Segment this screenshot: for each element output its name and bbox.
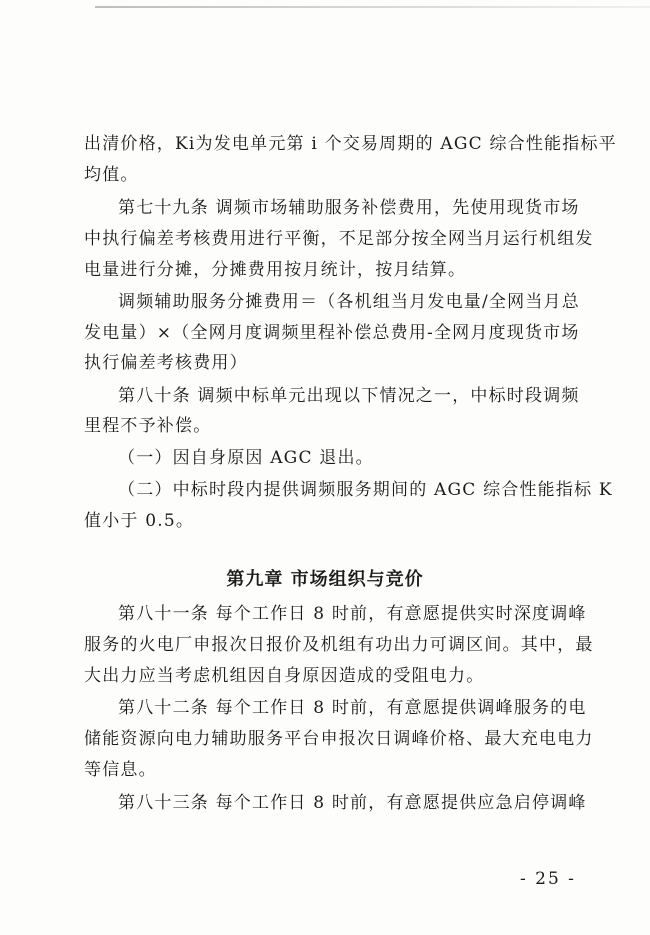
list-item: （一）因自身原因 AGC 退出。 xyxy=(118,448,374,468)
formula-line: 调频辅助服务分摊费用＝（各机组当月发电量/全网当月总 xyxy=(118,292,580,312)
body-line: 中执行偏差考核费用进行平衡，不足部分按全网当月运行机组发 xyxy=(84,229,594,249)
article-83-line: 第八十三条 每个工作日 8 时前，有意愿提供应急启停调峰 xyxy=(118,793,587,813)
scan-edge xyxy=(95,6,650,8)
body-line: 大出力应当考虑机组因自身原因造成的受阻电力。 xyxy=(84,666,485,686)
body-line: 值小于 0.5。 xyxy=(84,511,195,531)
page-number: - 25 - xyxy=(520,869,576,889)
chapter-title: 第九章 市场组织与竞价 xyxy=(226,569,424,590)
body-line: 出清价格，Ki为发电单元第 i 个交易周期的 AGC 综合性能指标平 xyxy=(84,134,617,154)
article-79-line: 第七十九条 调频市场辅助服务补偿费用，先使用现货市场 xyxy=(118,198,580,218)
article-82-line: 第八十二条 每个工作日 8 时前，有意愿提供调峰服务的电 xyxy=(118,698,587,718)
formula-line: 发电量）×（全网月度调频里程补偿总费用-全网月度现货市场 xyxy=(84,323,580,343)
body-line: 均值。 xyxy=(84,165,139,185)
article-80-line: 第八十条 调频中标单元出现以下情况之一，中标时段调频 xyxy=(118,386,580,406)
article-81-line: 第八十一条 每个工作日 8 时前，有意愿提供实时深度调峰 xyxy=(118,604,587,624)
body-line: 里程不予补偿。 xyxy=(84,416,212,436)
body-line: 储能资源向电力辅助服务平台申报次日调峰价格、最大充电电力 xyxy=(84,729,594,749)
body-line: 等信息。 xyxy=(84,760,157,780)
formula-line: 执行偏差考核费用） xyxy=(84,353,248,373)
body-line: 电量进行分摊，分摊费用按月统计，按月结算。 xyxy=(84,260,467,280)
body-line: 服务的火电厂申报次日报价及机组有功出力可调区间。其中，最 xyxy=(84,635,594,655)
list-item: （二）中标时段内提供调频服务期间的 AGC 综合性能指标 K xyxy=(118,480,613,500)
